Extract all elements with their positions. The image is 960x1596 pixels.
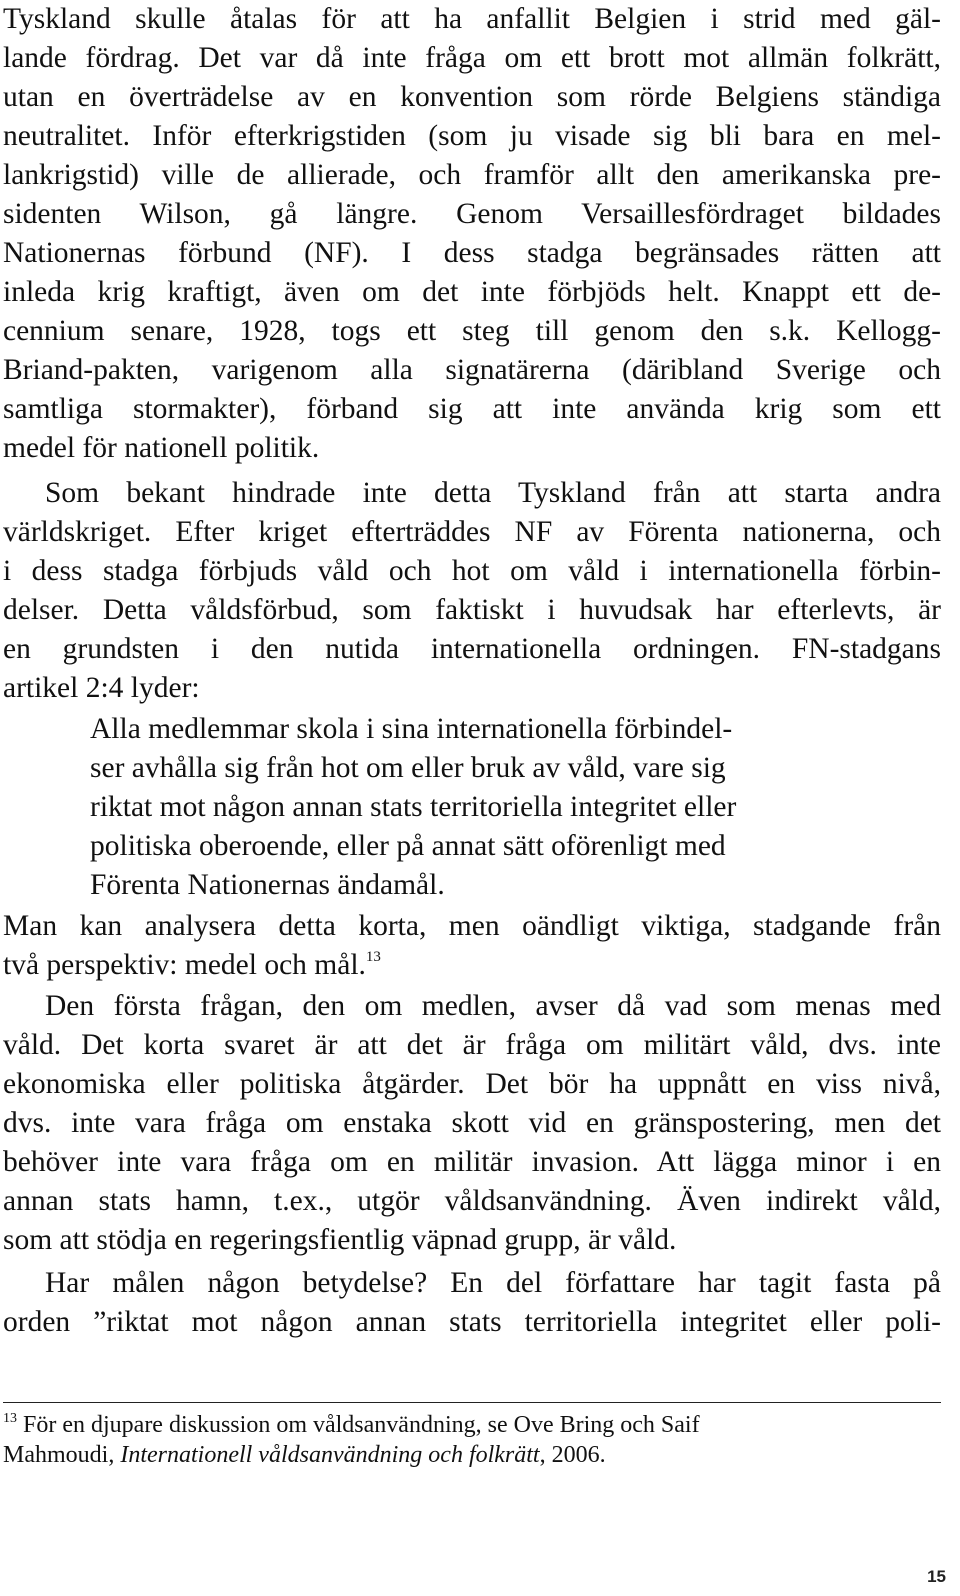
text-line: världskriget. Efter kriget efterträddes NF av Förenta nationerna, och [3, 516, 941, 548]
text-span: två perspektiv: medel och mål. [3, 949, 366, 981]
quote-line: ser avhålla sig från hot om eller bruk av våld, vare sig [90, 752, 726, 784]
text-line: Har målen någon betydelse? En del författare har tagit fasta på [45, 1267, 941, 1299]
text-line: lankrigstid) ville de allierade, och framför allt den amerikanska pre- [3, 159, 941, 191]
page-number: 15 [927, 1567, 946, 1586]
text-line: inleda krig kraftigt, även om det inte förbjöds helt. Knappt ett de- [3, 276, 941, 308]
footnote-line [3, 1410, 700, 1440]
text-line: som att stödja en regeringsfientlig väpnad grupp, är våld. [3, 1224, 677, 1256]
text-line: dvs. inte vara fråga om enstaka skott vid en gränspostering, men det [3, 1107, 941, 1139]
text-line: behöver inte vara fråga om en militär invasion. Att lägga minor i en [3, 1146, 941, 1178]
text-line: Den första frågan, den om medlen, avser då vad som menas med [45, 990, 941, 1022]
text-line: sidenten Wilson, gå längre. Genom Versaillesfördraget bildades [3, 198, 941, 230]
text-line: medel för nationell politik. [3, 432, 320, 464]
footnote-text: , 2006. [539, 1442, 606, 1468]
quote-line: politiska oberoende, eller på annat sätt oförenligt med [90, 830, 726, 862]
text-line: artikel 2:4 lyder: [3, 672, 200, 704]
text-line: Som bekant hindrade inte detta Tyskland från att starta andra [45, 477, 941, 509]
text-line: i dess stadga förbjuds våld och hot om våld i internationella förbin- [3, 555, 941, 587]
text-line: annan stats hamn, t.ex., utgör våldsanvändning. Även indirekt våld, [3, 1185, 941, 1217]
text-line: Nationernas förbund (NF). I dess stadga begränsades rätten att [3, 237, 941, 269]
text-line: delser. Detta våldsförbud, som faktiskt i huvudsak har efterlevts, är [3, 594, 941, 626]
text-line: Tyskland skulle åtalas för att ha anfallit Belgien i strid med gäl- [3, 3, 941, 35]
footnote-number: 13 [3, 1411, 17, 1426]
quote-line: Förenta Nationernas ändamål. [90, 869, 445, 901]
text-line: samtliga stormakter), förband sig att inte använda krig som ett [3, 393, 941, 425]
text-line: ekonomiska eller politiska åtgärder. Det bör ha uppnått en viss nivå, [3, 1068, 941, 1100]
text-line: neutralitet. Inför efterkrigstiden (som ju visade sig bli bara en mel- [3, 120, 941, 152]
footnote-book-title: Internationell våldsanvändning och folkrätt [120, 1442, 540, 1468]
text-line [3, 946, 941, 985]
footnote-text: För en djupare diskussion om våldsanvändning, se Ove Bring och Saif [23, 1412, 700, 1438]
footnote-text: Mahmoudi, [3, 1442, 121, 1468]
footnote-line [3, 1440, 606, 1470]
footnote-divider [3, 1402, 941, 1403]
text-line: orden ”riktat mot någon annan stats territoriella integritet eller poli- [3, 1306, 941, 1338]
text-line: cennium senare, 1928, togs ett steg till genom den s.k. Kellogg- [3, 315, 941, 347]
quote-line: Alla medlemmar skola i sina internationella förbindel- [90, 713, 733, 745]
quote-line: riktat mot någon annan stats territoriella integritet eller [90, 791, 737, 823]
text-line: en grundsten i den nutida internationella ordningen. FN-stadgans [3, 633, 941, 665]
text-line: Man kan analysera detta korta, men oändligt viktiga, stadgande från [3, 910, 941, 942]
text-line: utan en överträdelse av en konvention som rörde Belgiens ständiga [3, 81, 941, 113]
text-line: våld. Det korta svaret är att det är fråga om militärt våld, dvs. inte [3, 1029, 941, 1061]
text-line: Briand-pakten, varigenom alla signatärerna (däribland Sverige och [3, 354, 941, 386]
text-line: lande fördrag. Det var då inte fråga om ett brott mot allmän folkrätt, [3, 42, 941, 74]
footnote-reference[interactable]: 13 [365, 949, 381, 965]
